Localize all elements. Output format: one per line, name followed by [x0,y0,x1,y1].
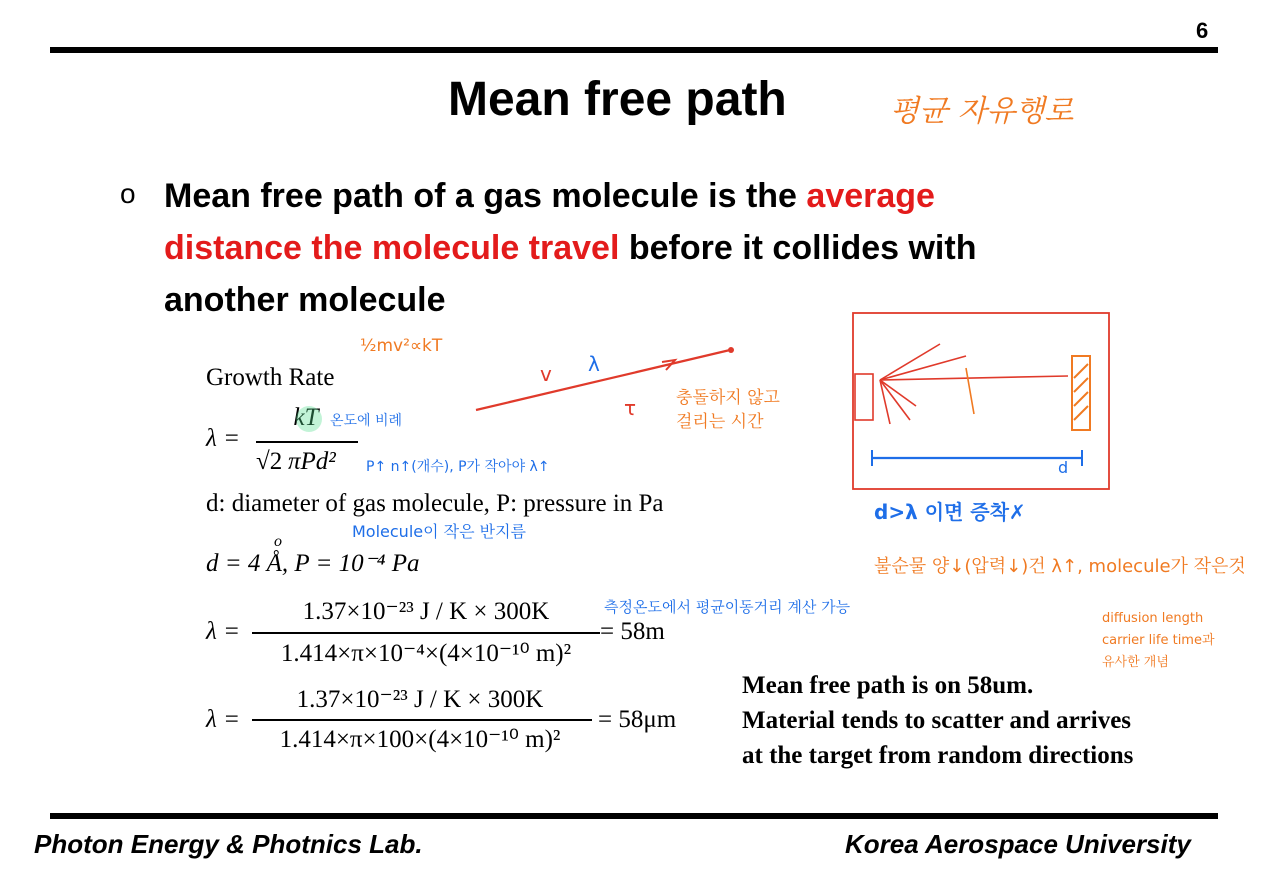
diffusion-line-2: carrier life time과 [1102,633,1215,648]
footer-university: Korea Aerospace University [845,829,1191,859]
kT-highlight-circle [296,406,322,432]
eq1-denominator: 1.414×π×10⁻⁴×(4×10⁻¹⁰ m)² [280,640,572,667]
eq2-numerator: 1.37×10⁻²³ J / K × 300K [296,686,544,713]
d-lambda-annotation: d>λ 이면 증착✗ [874,500,1026,524]
lambda-symbol-1: λ = [206,425,240,452]
kT-note-annotation: 온도에 비례 [330,413,403,429]
conclusion-text [742,668,1133,773]
chamber-sketch [850,310,1114,494]
eq2-result: = 58μm [598,706,677,733]
lambda-symbol-3: λ = [206,706,240,733]
kT-numerator: kT [293,404,319,431]
conclusion-line-1: Mean free path is on 58um. [742,672,1034,699]
chamber-d-label: d [1058,458,1069,477]
header-rule [50,47,1218,53]
frac-line-1 [256,441,358,443]
frac-line-3 [252,719,592,721]
bullet-line-2 [164,222,1144,274]
diffusion-line-1: diffusion length [1102,611,1204,626]
collision-time-line-2: 걸리는 시간 [676,412,764,432]
conclusion-line-2: Material tends to scatter and arrives [742,707,1132,734]
bullet-line-1-black: Mean free path of a gas molecule is the [164,177,807,215]
bullet-line-2-black: before it collides with [619,229,977,267]
bullet-line-1-red: average [806,177,935,215]
molecule-note-annotation: Molecule이 작은 반지름 [352,522,527,541]
eq1-numerator: 1.37×10⁻²³ J / K × 300K [302,598,550,625]
bullet-line-2-red: distance the molecule travel [164,229,620,267]
bullet-marker: o [120,178,136,209]
bullet-line-1 [164,170,1144,222]
tau-label: τ [624,396,637,420]
v-label: v [540,362,552,386]
impurity-annotation: 불순물 양↓(압력↓)건 λ↑, molecule가 작은것 [874,556,1246,577]
conclusion-line-3: at the target from random directions [742,742,1134,769]
page-number: 6 [1196,18,1209,43]
eq1-result: = 58m [600,618,665,645]
ring-accent: o [274,533,282,550]
pi-pd2-denominator: πPd² [288,448,336,475]
sqrt2-denominator: √2 [256,448,283,475]
d-values-line: d = 4 Å, P = 10⁻⁴ Pa [206,550,420,577]
measure-annotation: 측정온도에서 평균이동거리 계산 가능 [604,598,851,616]
footer-rule [50,813,1218,819]
collision-time-annotation [676,386,780,434]
slide-title: Mean free path [448,73,787,126]
diffusion-annotation [1102,608,1215,674]
collision-time-line-1: 충돌하지 않고 [676,388,780,408]
energy-annotation: ½mv²∝kT [360,336,443,356]
bullet-text [164,170,1144,326]
lambda-label: λ [588,352,600,376]
growth-rate-label: Growth Rate [206,364,335,391]
lambda-symbol-2: λ = [206,618,240,645]
eq2-denominator: 1.414×π×100×(4×10⁻¹⁰ m)² [279,726,561,753]
definition-line: d: diameter of gas molecule, P: pressure in Pa [206,490,664,517]
korean-title-annotation: 평균 자유행로 [890,94,1074,129]
diffusion-line-3: 유사한 개념 [1102,655,1169,670]
footer-lab: Photon Energy & Photnics Lab. [34,829,423,859]
bullet-line-3: another molecule [164,281,446,319]
p-note-annotation: P↑ n↑(개수), P가 작아야 λ↑ [366,459,550,475]
frac-line-2 [252,632,600,634]
